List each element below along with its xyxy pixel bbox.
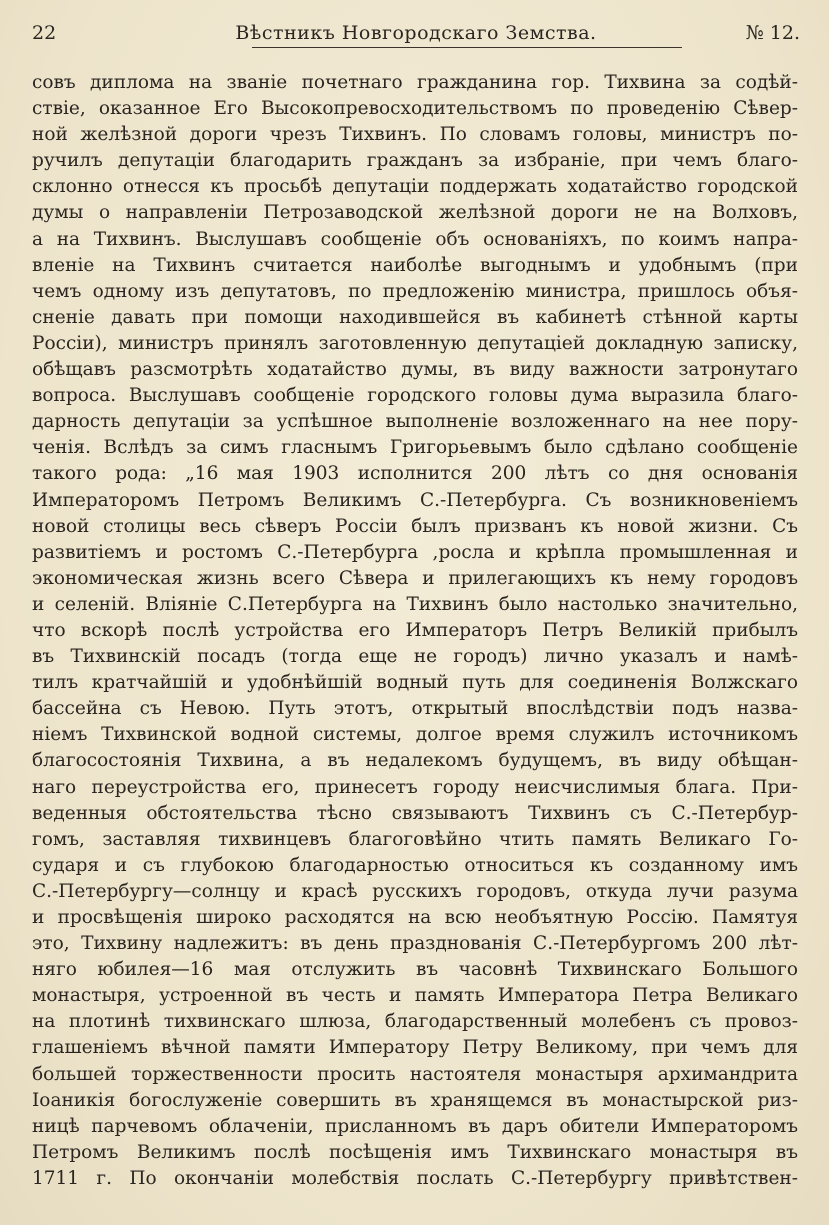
- text-line: наго переустройства его, принесетъ городу неисчислимыя блага. При-: [32, 776, 798, 798]
- text-line: совъ диплома на званіе почетнаго гражданина гор. Тихвина за содѣй-: [32, 72, 798, 93]
- text-line: въ Тихвинскій посадъ (тогда еще не городъ) лично указалъ и намѣ-: [32, 646, 798, 668]
- body-text: [32, 70, 798, 1192]
- text-line: дарность депутаціи за успѣшное выполненіе возложеннаго на нее пору-: [32, 411, 798, 433]
- page-header: [32, 20, 800, 50]
- text-line: вленіе на Тихвинъ считается наиболѣе выгоднымъ и удобнымъ (при: [32, 254, 798, 276]
- text-line: развитіемъ и ростомъ С.-Петербурга ,росла и крѣпла промышленная и: [32, 541, 798, 563]
- text-line: веденныя обстоятельства тѣсно связываютъ Тихвинъ съ С.-Петербур-: [32, 802, 798, 824]
- text-line: это, Тихвину надлежитъ: въ день празднованія С.-Петербургомъ 200 лѣт-: [32, 933, 798, 955]
- text-line: сненіе давать при помощи находившейся въ кабинетѣ стѣнной карты: [32, 306, 798, 328]
- text-line: Петромъ Великимъ послѣ посѣщенія имъ Тихвинскаго монастыря въ: [32, 1141, 798, 1163]
- text-line: экономическая жизнь всего Сѣвера и прилегающихъ къ нему городовъ: [32, 567, 798, 589]
- text-line: няго юбилея—16 мая отслужить въ часовнѣ Тихвинскаго Большого: [32, 959, 798, 981]
- text-line: глашеніемъ вѣчной памяти Императору Петру Великому, при чемъ для: [32, 1037, 798, 1059]
- text-line: на плотинѣ тихвинскаго шлюза, благодарственный молебенъ съ провоз-: [32, 1011, 798, 1033]
- text-line: что вскорѣ послѣ устройства его Императоръ Петръ Великій прибылъ: [32, 619, 798, 641]
- text-line: 1711 г. По окончаніи молебствія послать С.-Петербургу привѣтствен-: [32, 1167, 798, 1189]
- text-line: Іоаникія богослуженіе совершить въ хранящемся въ монастырской риз-: [32, 1089, 798, 1111]
- text-line: ной желѣзной дороги чрезъ Тихвинъ. По словамъ головы, министръ по-: [32, 124, 798, 146]
- issue-number: № 12.: [745, 22, 800, 44]
- text-line: вопроса. Выслушавъ сообщеніе городского головы дума выразила благо-: [32, 385, 798, 407]
- text-line: благосостоянія Тихвина, а въ недалекомъ будущемъ, въ виду обѣщан-: [32, 750, 798, 772]
- text-line: большей торжественности просить настоятеля монастыря архимандрита: [32, 1063, 798, 1085]
- text-line: тилъ кратчайшій и удобнѣйшій водный путь для соединенія Волжскаго: [32, 672, 798, 694]
- text-line: и просвѣщенія широко расходятся на всю необъятную Россію. Памятуя: [32, 907, 798, 928]
- text-line: Россіи), министръ принялъ заготовленную депутаціей докладную записку,: [32, 332, 798, 354]
- running-title: Вѣстникъ Новгородскаго Земства.: [235, 22, 597, 44]
- text-line: склонно отнесся къ просьбѣ депутаціи поддержать ходатайство городской: [32, 176, 798, 198]
- text-line: С.-Петербургу—солнцу и красѣ русскихъ городовъ, откуда лучи разума: [32, 880, 798, 902]
- text-line: чемъ одному изъ депутатовъ, по предложенію министра, пришлось объя-: [32, 280, 798, 302]
- text-line: сударя и съ глубокою благодарностью относиться къ созданному имъ: [32, 854, 798, 876]
- text-line: и селеній. Вліяніе С.Петербурга на Тихвинъ было настолько значительно,: [32, 593, 798, 615]
- text-line: думы о направленіи Петрозаводской желѣзной дороги не на Волховъ,: [32, 202, 798, 224]
- text-line: новой столицы весь сѣверъ Россіи былъ призванъ къ новой жизни. Съ: [32, 515, 798, 537]
- text-line: гомъ, заставляя тихвинцевъ благоговѣйно чтить память Великаго Го-: [32, 828, 798, 850]
- text-line: ствіе, оказанное Его Высокопревосходительствомъ по проведенію Сѣвер-: [32, 98, 798, 120]
- text-line: ніемъ Тихвинской водной системы, долгое время служилъ источникомъ: [32, 724, 798, 746]
- text-line: ченія. Вслѣдъ за симъ гласнымъ Григорьевымъ было сдѣлано сообщеніе: [32, 437, 798, 459]
- text-line: монастыря, устроенной въ честь и память Императора Петра Великаго: [32, 985, 798, 1007]
- header-rule: [252, 47, 682, 48]
- text-line: ницѣ парчевомъ облаченіи, присланномъ въ даръ обители Императоромъ: [32, 1115, 798, 1137]
- page-number: 22: [32, 22, 57, 44]
- text-line: обѣщавъ разсмотрѣть ходатайство думы, въ виду важности затронутаго: [32, 359, 798, 381]
- text-line: такого рода: „16 мая 1903 исполнится 200 лѣтъ со дня основанія: [32, 463, 798, 485]
- text-line: бассейна съ Невою. Путь этотъ, открытый впослѣдствіи подъ назва-: [32, 698, 798, 720]
- text-line: а на Тихвинъ. Выслушавъ сообщеніе объ основаніяхъ, по коимъ напра-: [32, 228, 798, 250]
- text-line: Императоромъ Петромъ Великимъ С.-Петербурга. Съ возникновеніемъ: [32, 489, 798, 511]
- text-line: ручилъ депутаціи благодарить гражданъ за избраніе, при чемъ благо-: [32, 150, 798, 172]
